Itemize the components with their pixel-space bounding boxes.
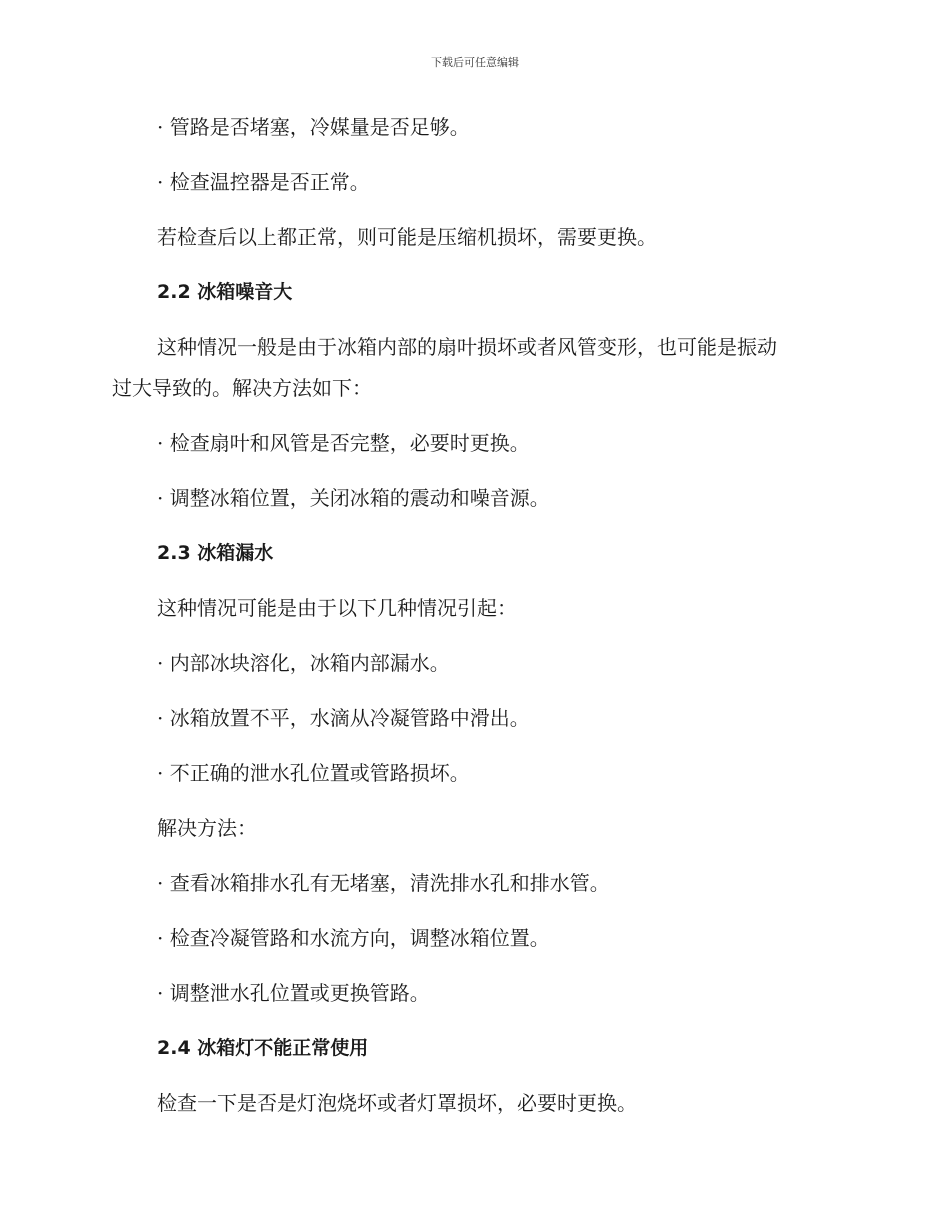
- paragraph: 检查一下是否是灯泡烧坏或者灯罩损坏，必要时更换。: [157, 1091, 637, 1115]
- page-header: 下载后可任意编辑: [431, 56, 519, 69]
- paragraph: 这种情况一般是由于冰箱内部的扇叶损坏或者风管变形，也可能是振动: [157, 335, 777, 359]
- bullet-item: · 检查扇叶和风管是否完整，必要时更换。: [157, 431, 530, 455]
- section-heading: 2.2 冰箱噪音大: [157, 281, 293, 303]
- bullet-item: · 调整冰箱位置，关闭冰箱的震动和噪音源。: [157, 486, 550, 510]
- paragraph: 这种情况可能是由于以下几种情况引起：: [157, 596, 517, 620]
- section-heading: 2.3 冰箱漏水: [157, 542, 274, 564]
- bullet-item: · 不正确的泄水孔位置或管路损坏。: [157, 761, 470, 785]
- bullet-item: · 管路是否堵塞，冷媒量是否足够。: [157, 115, 470, 139]
- paragraph: 解决方法：: [157, 816, 257, 840]
- paragraph-continuation: 过大导致的。解决方法如下：: [112, 376, 372, 400]
- section-heading: 2.4 冰箱灯不能正常使用: [157, 1037, 369, 1059]
- bullet-item: · 内部冰块溶化，冰箱内部漏水。: [157, 651, 450, 675]
- bullet-item: · 检查温控器是否正常。: [157, 170, 370, 194]
- bullet-item: · 查看冰箱排水孔有无堵塞，清洗排水孔和排水管。: [157, 871, 610, 895]
- bullet-item: · 调整泄水孔位置或更换管路。: [157, 981, 430, 1005]
- bullet-item: · 冰箱放置不平，水滴从冷凝管路中滑出。: [157, 706, 530, 730]
- bullet-item: · 检查冷凝管路和水流方向，调整冰箱位置。: [157, 926, 550, 950]
- paragraph: 若检查后以上都正常，则可能是压缩机损坏，需要更换。: [157, 225, 657, 249]
